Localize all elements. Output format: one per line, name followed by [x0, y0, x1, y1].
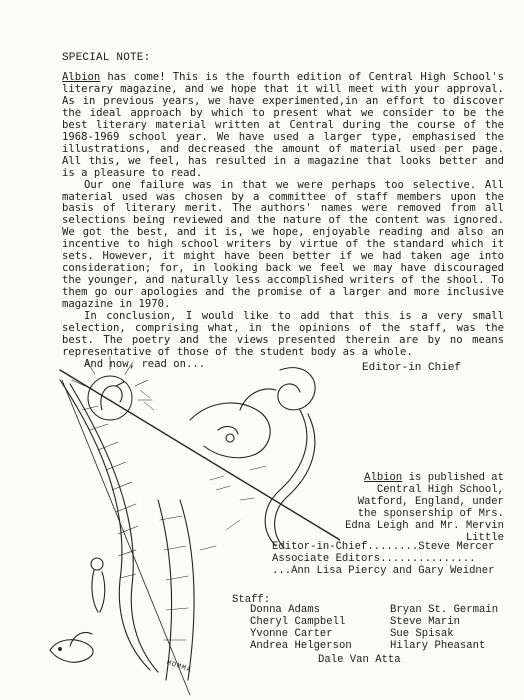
staff-name: Sue Spisak: [390, 627, 454, 640]
editor-in-chief-line: Editor-in-Chief........Steve Mercer: [272, 541, 495, 553]
paragraph-intro-text: has come! This is the fourth edition of Central High School's literary magazine, and we hope that it will meet with your approval. As in previous years, we have experimented,in an effort to discover the ideal approach by which to present what we consider to be the best literary material written at Central during the course of the 1968-1969 school year. We have used a larger type, emphasised the illustrations, and decreased the amount of material used per page. All this, we feel, has resulted in a magazine that looks better and is a pleasure to read.: [62, 71, 504, 179]
staff-name: Bryan St. Germain: [390, 604, 499, 616]
masthead: [272, 542, 512, 578]
publication-text: is published at Central High School, Watford, England, under the sponsership of Mrs. Edna Leigh and Mr. Mervin Little: [345, 472, 504, 544]
staff-column-right: [390, 605, 520, 653]
staff-heading: Staff:: [232, 594, 271, 606]
staff-column-left: [250, 605, 390, 653]
associate-editors-names: ...Ann Lisa Piercy and Gary Weidner: [272, 564, 495, 577]
staff-name: Andrea Helgerson: [250, 639, 352, 652]
artist-signature: MOMMA: [165, 659, 193, 675]
staff-name-last: Dale Van Atta: [318, 654, 401, 666]
editor-in-chief-label: Editor-in Chief: [362, 362, 462, 374]
albion-title: Albion: [62, 71, 101, 83]
special-note-heading: SPECIAL NOTE:: [62, 52, 151, 64]
staff-name: Hilary Pheasant: [390, 639, 486, 652]
associate-editors-line: Associate Editors...............: [272, 552, 476, 565]
paragraph-intro: [62, 72, 504, 180]
staff-name: Steve Marin: [390, 615, 460, 628]
editorial-body: [62, 72, 504, 371]
staff-name: Yvonne Carter: [250, 627, 333, 640]
staff-name: Donna Adams: [250, 604, 320, 616]
paragraph-read-on: And now, read on...: [84, 357, 206, 370]
staff-name: Cheryl Campbell: [250, 615, 346, 628]
paragraph-conclusion: In conclusion, I would like to add that this is a very small selection, comprising what, in the opinions of the staff, was the best. The poetry and the views presented therein are by no means representative of those of the student body as a whole.: [62, 310, 504, 358]
publication-info: [342, 473, 504, 544]
publication-title: Albion: [364, 472, 403, 484]
paragraph-failure: Our one failure was in that we were perhaps too selective. All material used was chosen by a committee of staff members upon the basis of literary merit. The authors' names were removed from all selections being reviewed and the nature of the content was ignored. We got the best, and it is, we hope, enjoyable reading and also an incentive to high school writers by virtue of the standard which it sets. However, it might have been better if we had taken age into consideration; for, in looking back we feel we may have discouraged the younger, and naturally less accomplished writers of the shool. To them go our apologies and the promise of a larger and more inclusive magazine in 1970.: [62, 178, 504, 311]
